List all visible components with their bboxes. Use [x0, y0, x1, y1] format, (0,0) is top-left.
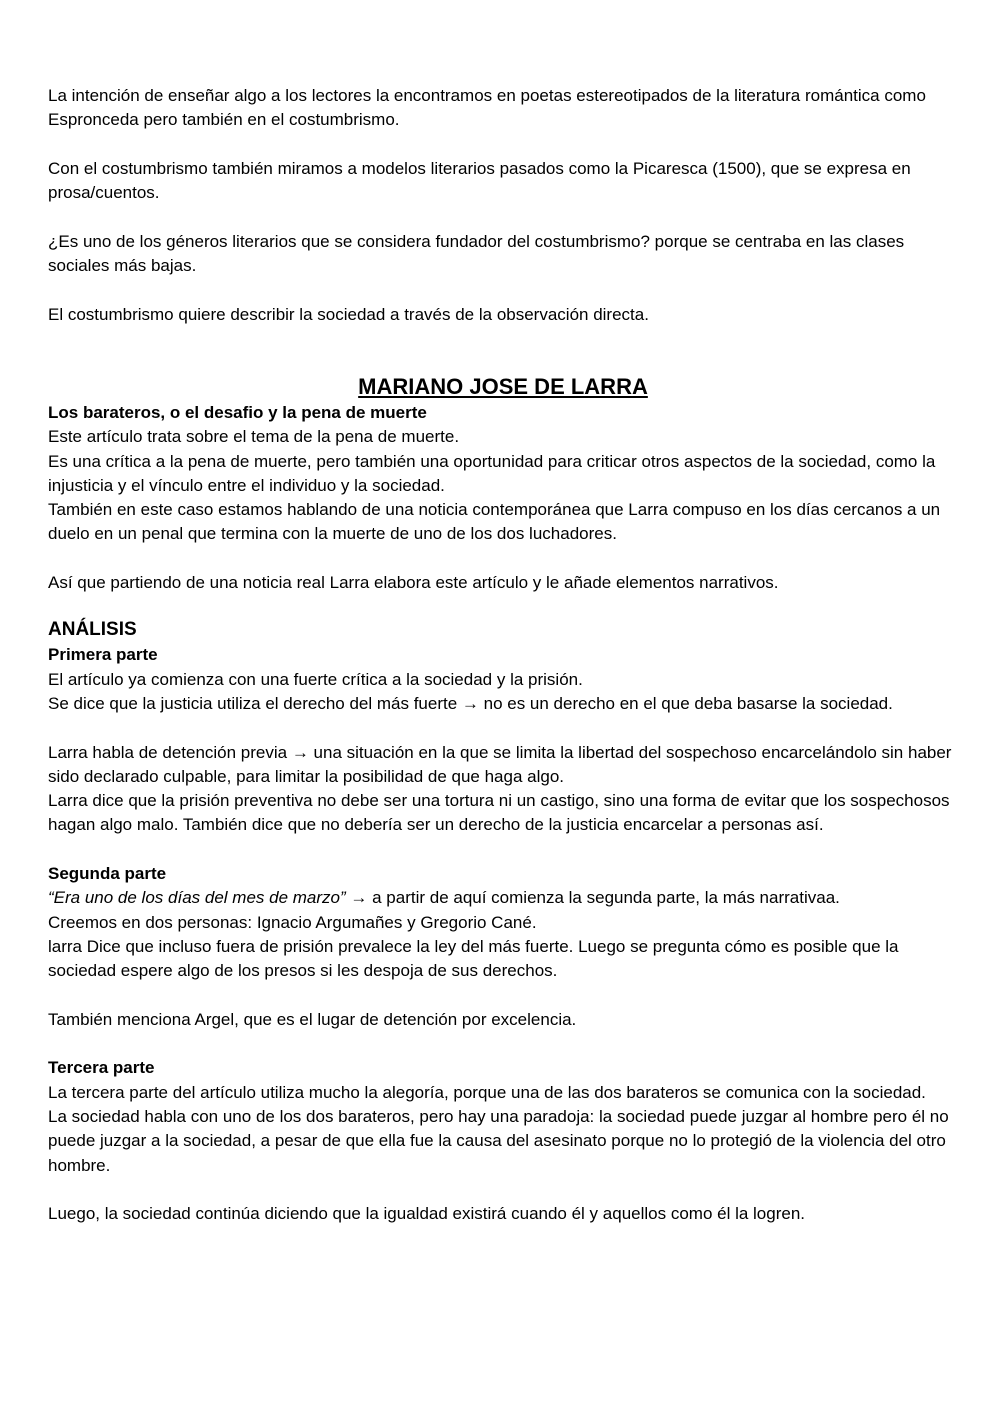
part3-heading: Tercera parte [48, 1058, 155, 1078]
part1-heading: Primera parte [48, 645, 158, 665]
article-paragraph-1: Este artículo trata sobre el tema de la pena de muerte. [48, 427, 460, 447]
intro-paragraph-4: El costumbrismo quiere describir la sociedad a través de la observación directa. [48, 304, 649, 324]
part1-paragraph-1: El artículo ya comienza con una fuerte crítica a la sociedad y la prisión. [48, 669, 583, 689]
article-paragraph-3: También en este caso estamos hablando de una noticia contemporánea que Larra compuso en los días cercanos a un duelo en un penal que termina con la muerte de uno de los dos luchadores. [48, 500, 941, 544]
intro-paragraph-2: Con el costumbrismo también miramos a modelos literarios pasados como la Picaresca (1500), que se expresa en prosa/cuentos. [48, 158, 911, 203]
article-paragraph-4: Así que partiendo de una noticia real Larra elabora este artículo y le añade elementos narrativos. [48, 573, 779, 593]
part2-paragraph-1: Creemos en dos personas: Ignacio Argumañes y Gregorio Cané. [48, 912, 537, 932]
section-title: MARIANO JOSE DE LARRA [358, 373, 648, 399]
part1-paragraph-2: Se dice que la justicia utiliza el derecho del más fuerte → no es un derecho en el que deba basarse la sociedad. [48, 693, 893, 713]
part1-paragraph-4: Larra dice que la prisión preventiva no debe ser una tortura ni un castigo, sino una forma de evitar que los sospechosos hagan algo malo. También dice que no debería ser un derecho de la justicia encarcelar a personas así. [48, 791, 950, 835]
part2-paragraph-3: También menciona Argel, que es el lugar de detención por excelencia. [48, 1009, 577, 1029]
intro-paragraph-1: La intención de enseñar algo a los lectores la encontramos en poetas estereotipados de la literatura romántica como Espronceda pero también en el costumbrismo. [48, 86, 926, 130]
article-paragraph-2: Es una crítica a la pena de muerte, pero también una oportunidad para criticar otros aspectos de la sociedad, como la injusticia y el vínculo entre el individuo y la sociedad. [48, 451, 936, 495]
document-page [48, 84, 958, 1226]
analysis-heading: ANÁLISIS [48, 619, 137, 641]
article-heading: Los barateros, o el desafio y la pena de muerte [48, 402, 427, 422]
part3-paragraph-1: La tercera parte del artículo utiliza mucho la alegoría, porque una de las dos barateros se comunica con la sociedad. [48, 1082, 926, 1102]
part3-paragraph-2: La sociedad habla con uno de los dos barateros, pero hay una paradoja: la sociedad puede juzgar al hombre pero él no puede juzgar a la sociedad, a pesar de que ella fue la causa del asesinato porque no lo protegió de la violencia del otro hombre. [48, 1106, 949, 1175]
part1-paragraph-3: Larra habla de detención previa → una situación en la que se limita la libertad del sospechoso encarcelándolo sin haber sido declarado culpable, para limitar la posibilidad de que haga algo. [48, 742, 952, 786]
part2-quote-rest: → a partir de aquí comienza la segunda parte, la más narrativaa. [345, 888, 840, 908]
part3-paragraph-3: Luego, la sociedad continúa diciendo que la igualdad existirá cuando él y aquellos como él la logren. [48, 1204, 806, 1224]
part2-quote-line [48, 886, 958, 910]
part2-paragraph-2: larra Dice que incluso fuera de prisión prevalece la ley del más fuerte. Luego se pregunta cómo es posible que la sociedad espere algo de los presos si les despoja de sus derechos. [48, 936, 899, 981]
intro-paragraph-3: ¿Es uno de los géneros literarios que se considera fundador del costumbrismo? porque se centraba en las clases sociales más bajas. [48, 231, 905, 276]
part2-heading: Segunda parte [48, 864, 167, 884]
part2-quote: “Era uno de los días del mes de marzo” [48, 888, 346, 908]
